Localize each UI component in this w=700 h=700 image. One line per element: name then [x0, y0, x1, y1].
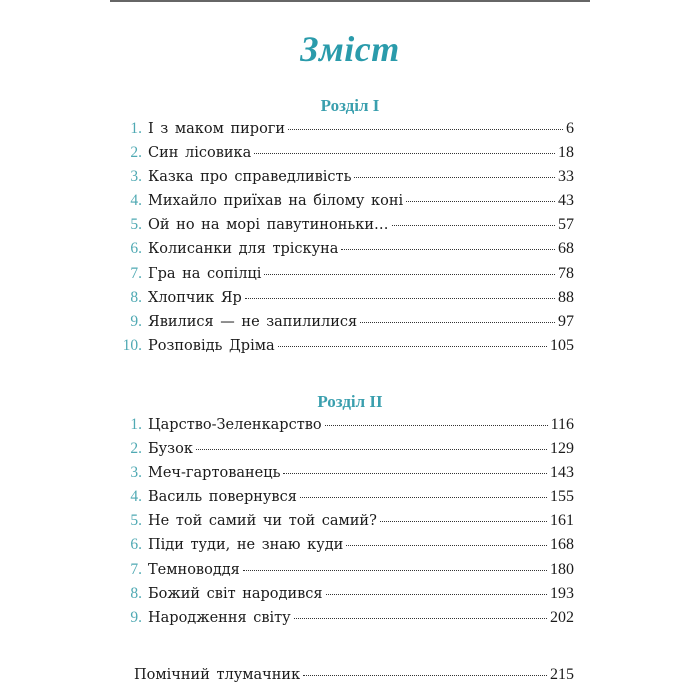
entry-page: 43 [558, 192, 574, 210]
top-rule [110, 0, 590, 2]
toc-entry[interactable] [118, 485, 574, 509]
entry-page: 168 [550, 536, 574, 554]
dot-leader [288, 115, 563, 130]
entry-number: 9. [130, 608, 142, 626]
entry-number: 4. [130, 192, 142, 210]
entry-number: 6. [130, 536, 142, 554]
dot-leader [303, 661, 547, 676]
page-title: Зміст [300, 29, 400, 69]
entry-title: Розповідь Дріма [148, 337, 275, 354]
entry-page: 97 [558, 312, 574, 330]
entry-page: 18 [558, 144, 574, 162]
toc-entry[interactable] [118, 558, 574, 582]
entry-number: 7. [130, 264, 142, 282]
entry-number: 5. [130, 512, 142, 530]
entry-title: Бузок [148, 441, 193, 458]
toc-entry[interactable] [118, 141, 574, 165]
entry-title: Народження світу [148, 609, 291, 626]
dot-leader [325, 411, 548, 426]
entry-title: Не той самий чи той самий? [148, 513, 377, 530]
dot-leader [380, 507, 547, 522]
toc-entry[interactable] [118, 437, 574, 461]
toc-entry[interactable] [118, 262, 574, 286]
toc-section-2 [118, 413, 574, 630]
entry-page: 215 [550, 666, 574, 683]
dot-leader [406, 187, 555, 202]
entry-number: 1. [130, 120, 142, 137]
toc-entry[interactable] [118, 461, 574, 485]
entry-title: Михайло приїхав на білому коні [148, 193, 404, 210]
toc-appendix [134, 663, 574, 687]
entry-number: 8. [130, 584, 142, 602]
toc-entry[interactable] [118, 334, 574, 358]
toc-entry[interactable] [118, 189, 574, 213]
entry-page: 202 [550, 608, 574, 626]
toc-entry[interactable] [118, 310, 574, 334]
entry-page: 105 [550, 336, 574, 354]
toc-entry[interactable] [118, 413, 574, 437]
entry-page: 155 [550, 488, 574, 506]
toc-entry[interactable] [118, 509, 574, 533]
toc-entry[interactable] [118, 582, 574, 606]
dot-leader [341, 235, 555, 250]
dot-leader [196, 435, 547, 450]
entry-page: 193 [550, 584, 574, 602]
toc-entry[interactable] [118, 213, 574, 237]
toc-entry-appendix[interactable] [134, 663, 574, 687]
dot-leader [294, 604, 547, 619]
entry-page: 68 [558, 240, 574, 258]
entry-page: 33 [558, 168, 574, 186]
entry-number: 3. [130, 168, 142, 186]
section-heading-2: Розділ ІІ [317, 392, 383, 411]
entry-title: Темноводдя [148, 561, 240, 578]
entry-number: 7. [130, 560, 142, 578]
entry-number: 2. [130, 144, 142, 162]
entry-page: 88 [558, 288, 574, 306]
entry-page: 116 [550, 416, 574, 433]
entry-number: 2. [130, 440, 142, 458]
dot-leader [264, 260, 555, 275]
dot-leader [392, 211, 556, 226]
dot-leader [245, 284, 555, 299]
entry-page: 161 [550, 512, 574, 530]
toc-entry[interactable] [118, 165, 574, 189]
toc-entry[interactable] [118, 117, 574, 141]
entry-page: 129 [550, 440, 574, 458]
entry-title: Царство-Зеленкарство [148, 417, 322, 433]
entry-number: 6. [130, 240, 142, 258]
entry-page: 78 [558, 264, 574, 282]
entry-title: Меч-гартованець [148, 465, 281, 482]
entry-title: Ой но на морі павутиноньки… [148, 217, 389, 234]
dot-leader [360, 308, 555, 323]
entry-number: 5. [130, 216, 142, 234]
toc-entry[interactable] [118, 533, 574, 557]
entry-title: Василь повернувся [148, 489, 297, 506]
entry-number: 8. [130, 288, 142, 306]
entry-page: 6 [566, 120, 574, 137]
entry-title: Помічний тлумачник [134, 667, 301, 683]
entry-title: Хлопчик Яр [148, 289, 242, 306]
toc-entry[interactable] [118, 606, 574, 630]
entry-number: 4. [130, 488, 142, 506]
dot-leader [326, 580, 547, 595]
toc-section-1 [118, 117, 574, 358]
toc-entry[interactable] [118, 286, 574, 310]
entry-title: І з маком пироги [148, 121, 286, 137]
dot-leader [283, 459, 547, 474]
dot-leader [346, 531, 547, 546]
dot-leader [254, 139, 555, 154]
toc-entry[interactable] [118, 237, 574, 261]
entry-title: Гра на сопілці [148, 265, 262, 282]
entry-title: Син лісовика [148, 145, 252, 162]
entry-page: 57 [558, 216, 574, 234]
entry-number: 1. [130, 416, 142, 433]
dot-leader [243, 556, 547, 571]
dot-leader [354, 163, 555, 178]
entry-number: 10. [122, 336, 142, 354]
entry-title: Явилися — не запилилися [148, 313, 358, 330]
entry-title: Казка про справедливість [148, 169, 352, 186]
entry-title: Піди туди, не знаю куди [148, 537, 344, 554]
dot-leader [278, 332, 547, 347]
entry-number: 9. [130, 312, 142, 330]
entry-page: 143 [550, 464, 574, 482]
entry-title: Колисанки для тріскуна [148, 241, 339, 258]
entry-title: Божий світ народився [148, 585, 323, 602]
dot-leader [300, 483, 547, 498]
section-heading-1: Розділ І [320, 96, 380, 115]
entry-page: 180 [550, 560, 574, 578]
entry-number: 3. [130, 464, 142, 482]
